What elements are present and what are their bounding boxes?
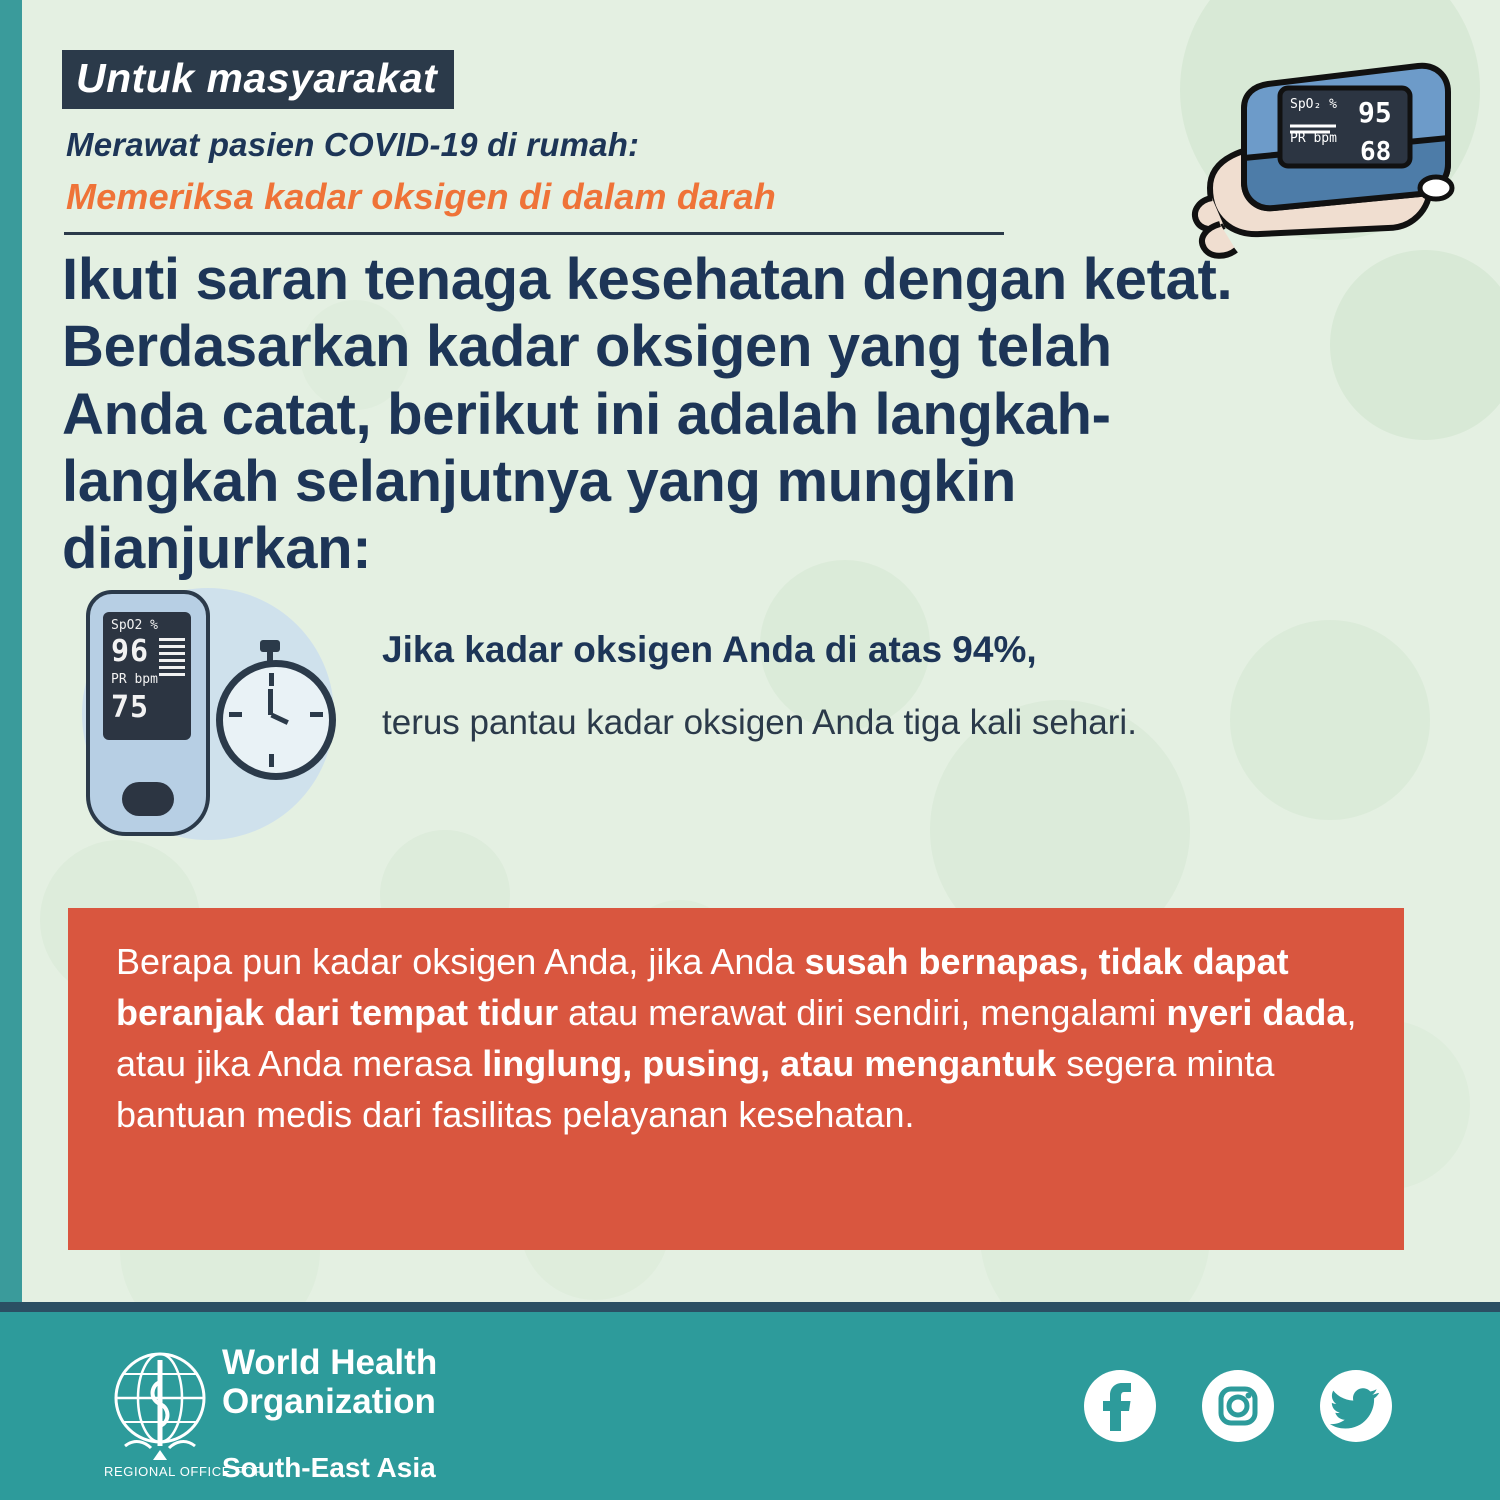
hero-spo2-value: 95 (1358, 96, 1392, 129)
who-region-name: South-East Asia (222, 1452, 436, 1483)
oximeter-clock-illustration (64, 578, 364, 848)
who-org-line1: World Health (222, 1343, 438, 1382)
who-org-line2: Organization (222, 1381, 436, 1421)
who-org-name (222, 1344, 437, 1421)
warning-run: , atau jika Anda merasa (116, 992, 1357, 1085)
hero-spo2-label: SpO₂ % (1290, 97, 1337, 112)
hero-pr-label: PR bpm (1290, 131, 1337, 146)
waveform-bars (159, 638, 185, 678)
subtitle-line-2: Memeriksa kadar oksigen di dalam darah (66, 176, 776, 217)
warning-run: Berapa pun kadar oksigen Anda, jika Anda (116, 941, 805, 982)
pulse-oximeter-icon (86, 590, 210, 836)
advice-headline: Jika kadar oksigen Anda di atas 94%, (382, 629, 1037, 670)
oximeter-button (122, 782, 174, 816)
warning-emphasis: linglung, pusing, atau mengantuk (482, 1043, 1057, 1085)
spo2-value: 96 (111, 634, 150, 669)
warning-run: atau merawat diri sendiri, mengalami (558, 992, 1167, 1034)
pr-value: 75 (111, 690, 150, 725)
oximeter-screen (103, 612, 191, 740)
clock-icon (216, 660, 336, 780)
who-region-prefix: REGIONAL OFFICE FOR (104, 1464, 265, 1479)
subtitle-line-1: Merawat pasien COVID-19 di rumah: (66, 126, 640, 163)
pr-label: PR bpm (111, 672, 158, 687)
warning-box (68, 908, 1404, 1250)
footer (0, 1302, 1500, 1500)
header-divider (64, 232, 1004, 235)
hero-pr-value: 68 (1360, 137, 1392, 167)
advice-body: terus pantau kadar oksigen Anda tiga kali sehari. (382, 703, 1137, 742)
facebook-icon[interactable] (1084, 1370, 1156, 1442)
instagram-icon[interactable] (1202, 1370, 1274, 1442)
eyebrow-label: Untuk masyarakat (62, 50, 454, 109)
spo2-label: SpO2 % (111, 618, 158, 633)
warning-run: segera minta bantuan medis dari fasilitas pelayanan kesehatan. (116, 1043, 1275, 1136)
page-headline: Ikuti saran tenaga kesehatan dengan ketat. Berdasarkan kadar oksigen yang telah Anda catat, berikut ini adalah langkah-langkah selanjutnya yang mungkin dianjurkan: (62, 247, 1233, 582)
warning-emphasis: susah bernapas, tidak dapat beranjak dari tempat tidur (116, 941, 1289, 1034)
warning-text (116, 936, 1366, 1140)
warning-emphasis: nyeri dada (1166, 992, 1347, 1034)
twitter-icon[interactable] (1320, 1370, 1392, 1442)
who-logo (105, 1342, 215, 1462)
